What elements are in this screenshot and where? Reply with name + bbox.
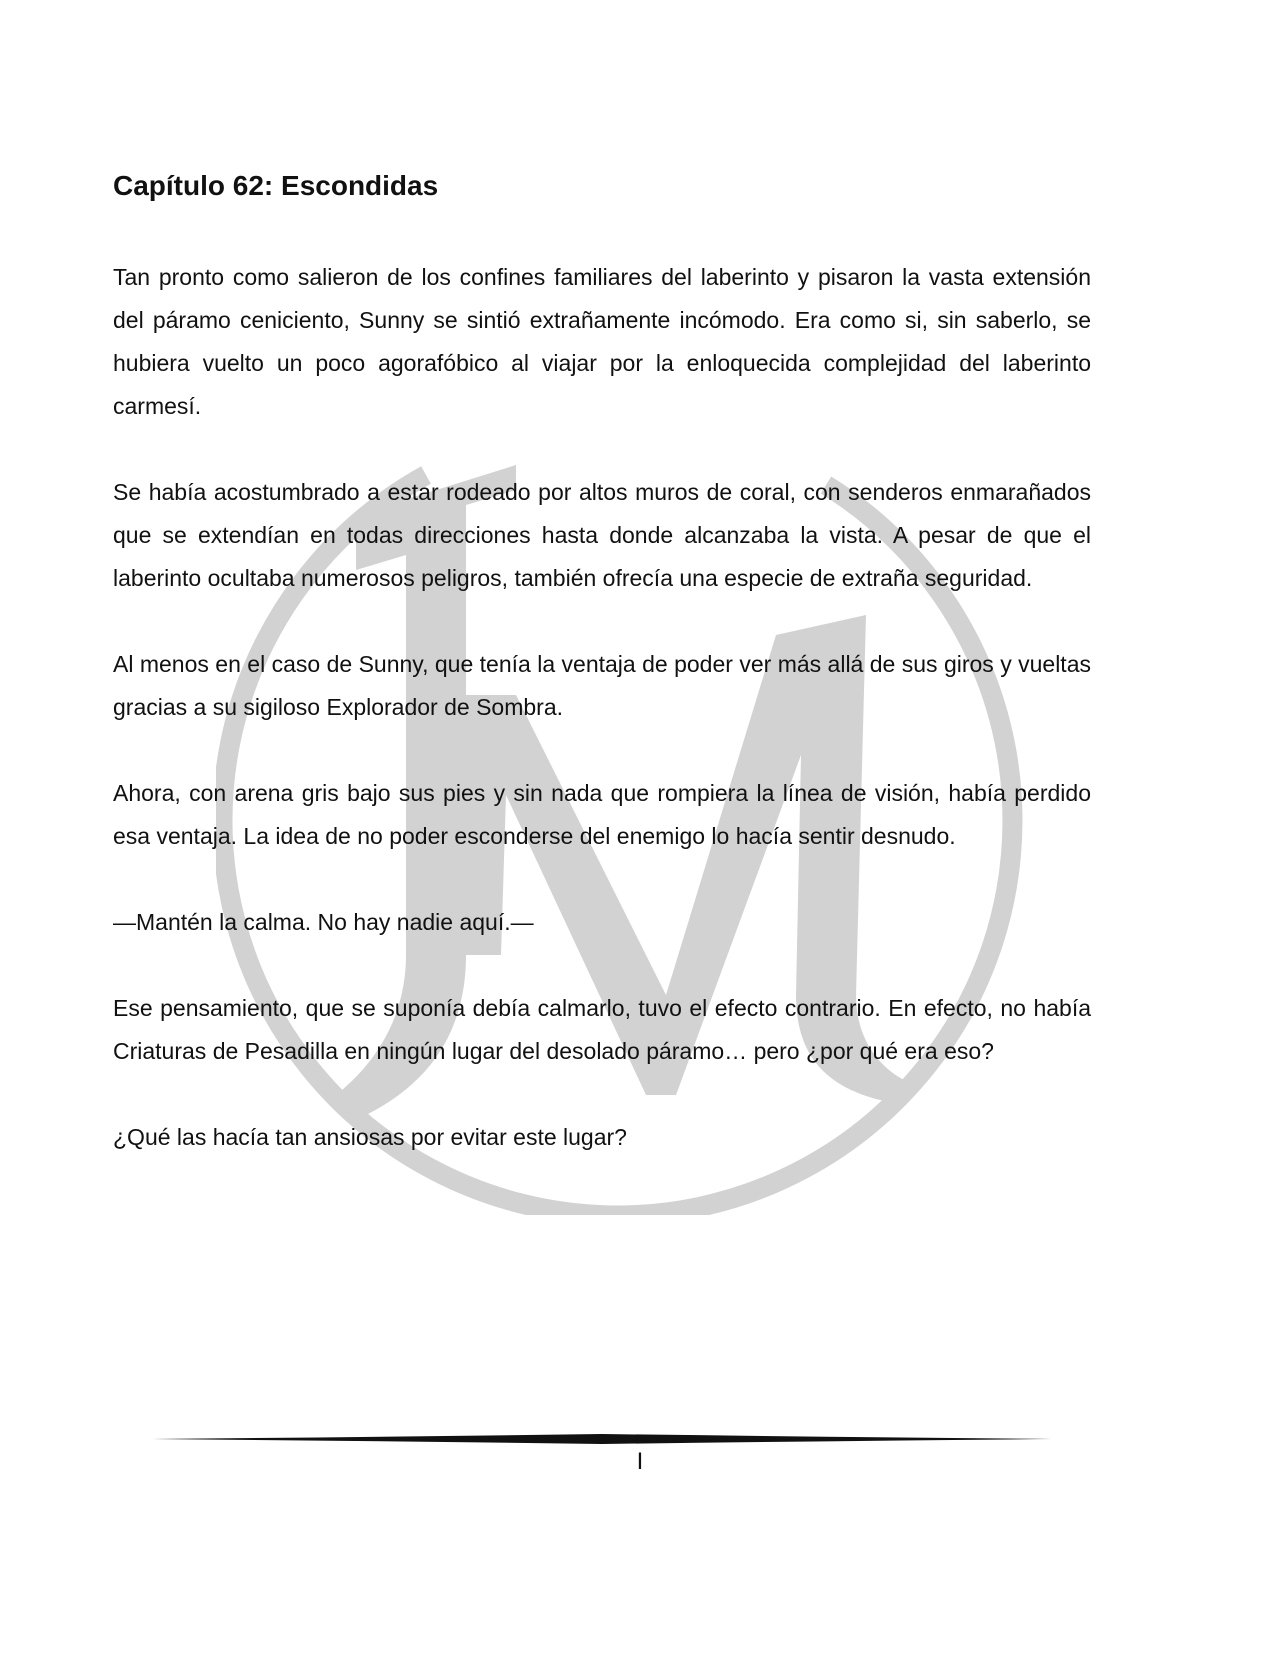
paragraph: Tan pronto como salieron de los confines familiares del laberinto y pisaron la vasta extensión del páramo ceniciento, Sunny se sintió extrañamente incómodo. Era como si, sin saberlo, se hubiera vuelto un poco agorafóbico al viajar por la enloquecida complejidad del laberinto carmesí. xyxy=(113,264,1091,420)
footer-divider xyxy=(152,1432,1052,1446)
paragraph: ¿Qué las hacía tan ansiosas por evitar este lugar? xyxy=(113,1124,627,1151)
page-number: I xyxy=(636,1448,644,1475)
paragraph: Al menos en el caso de Sunny, que tenía la ventaja de poder ver más allá de sus giros y vueltas gracias a su sigiloso Explorador de Sombra. xyxy=(113,651,1091,721)
paragraph: Ese pensamiento, que se suponía debía calmarlo, tuvo el efecto contrario. En efecto, no había Criaturas de Pesadilla en ningún lugar del desolado páramo… pero ¿por qué era eso? xyxy=(113,995,1091,1065)
document-body xyxy=(113,168,1091,1202)
paragraph: Ahora, con arena gris bajo sus pies y sin nada que rompiera la línea de visión, había perdido esa ventaja. La idea de no poder esconderse del enemigo lo hacía sentir desnudo. xyxy=(113,780,1091,850)
chapter-title: Capítulo 62: Escondidas xyxy=(113,170,439,201)
dialogue-line: —Mantén la calma. No hay nadie aquí.— xyxy=(113,909,534,936)
paragraph: Se había acostumbrado a estar rodeado por altos muros de coral, con senderos enmarañados que se extendían en todas direcciones hasta donde alcanzaba la vista. A pesar de que el laberinto ocultaba numerosos peligros, también ofrecía una especie de extraña seguridad. xyxy=(113,479,1091,592)
